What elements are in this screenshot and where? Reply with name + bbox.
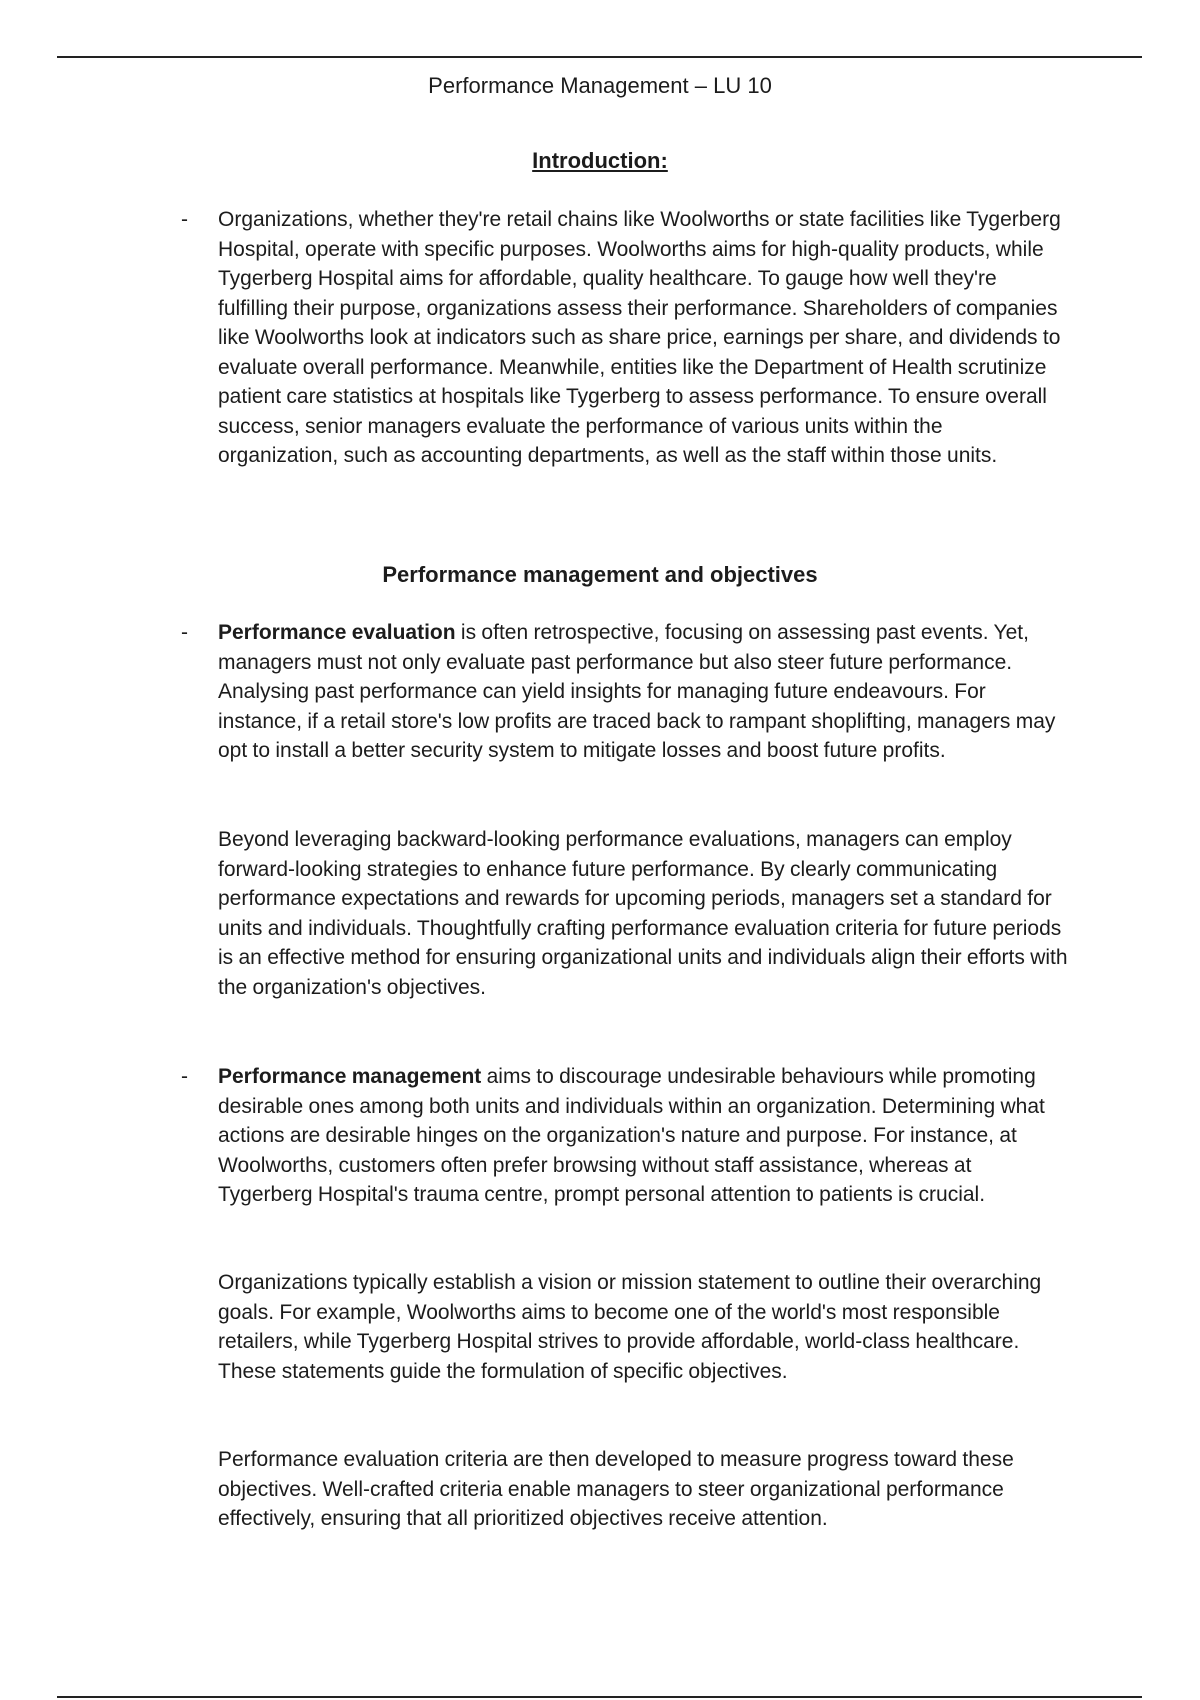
bottom-rule [57, 1696, 1142, 1698]
evaluation-text [218, 618, 1068, 766]
performance-management-heading: Performance management and objectives [382, 562, 818, 587]
management-text-2: Organizations typically establish a vision or mission statement to outline their overarching goals. For example, Woolworths aims to become one of the world's most responsible retailers, while Tygerberg Hospital strives to provide affordable, world-class healthcare. These statements guide the formulation of specific objectives. [218, 1271, 1042, 1383]
top-rule [57, 56, 1142, 58]
management-text-3: Performance evaluation criteria are then developed to measure progress toward these objectives. Well-crafted criteria enable managers to steer organizational performance effectively, ensuring that all prioritized objectives receive attention. [218, 1448, 1014, 1530]
intro-text: Organizations, whether they're retail chains like Woolworths or state facilities like Tygerberg Hospital, operate with specific purposes. Woolworths aims for high-quality products, while Tygerberg Hospital aims for affordable, quality healthcare. To gauge how well they're fulfilling their purpose, organizations assess their performance. Shareholders of companies like Woolworths look at indicators such as share price, earnings per share, and dividends to evaluate overall performance. Meanwhile, entities like the Department of Health scrutinize patient care statistics at hospitals like Tygerberg to assess performance. To ensure overall success, senior managers evaluate the performance of various units within the organization, such as accounting departments, as well as the staff within those units. [218, 208, 1061, 467]
evaluation-paragraph [218, 618, 1068, 766]
management-bullet: - [181, 1065, 188, 1088]
management-body: aims to discourage undesirable behaviours while promoting desirable ones among both units and individuals within an organization. Determining what actions are desirable hinges on the organization's nature and purpose. For instance, at Woolworths, customers often prefer browsing without staff assistance, whereas at Tygerberg Hospital's trauma centre, prompt personal attention to patients is crucial. [218, 1065, 1045, 1206]
introduction-heading: Introduction: [532, 148, 668, 173]
page-header: Performance Management – LU 10 [428, 73, 772, 98]
evaluation-paragraph-2 [218, 825, 1068, 1002]
management-paragraph-2 [218, 1268, 1068, 1386]
management-paragraph-3 [218, 1445, 1068, 1534]
evaluation-text-2: Beyond leveraging backward-looking performance evaluations, managers can employ forward-looking strategies to enhance future performance. By clearly communicating performance expectations and rewards for upcoming periods, managers set a standard for units and individuals. Thoughtfully crafting performance evaluation criteria for future periods is an effective method for ensuring organizational units and individuals align their efforts with the organization's objectives. [218, 828, 1068, 999]
management-paragraph [218, 1062, 1068, 1210]
management-text [218, 1062, 1068, 1210]
management-term: Performance management [218, 1065, 482, 1088]
intro-paragraph [218, 205, 1068, 471]
intro-bullet: - [181, 208, 188, 231]
evaluation-bullet: - [181, 621, 188, 644]
evaluation-term: Performance evaluation [218, 621, 456, 644]
evaluation-body: is often retrospective, focusing on assessing past events. Yet, managers must not only evaluate past performance but also steer future performance. Analysing past performance can yield insights for managing future endeavours. For instance, if a retail store's low profits are traced back to rampant shoplifting, managers may opt to install a better security system to mitigate losses and boost future profits. [218, 621, 1056, 762]
